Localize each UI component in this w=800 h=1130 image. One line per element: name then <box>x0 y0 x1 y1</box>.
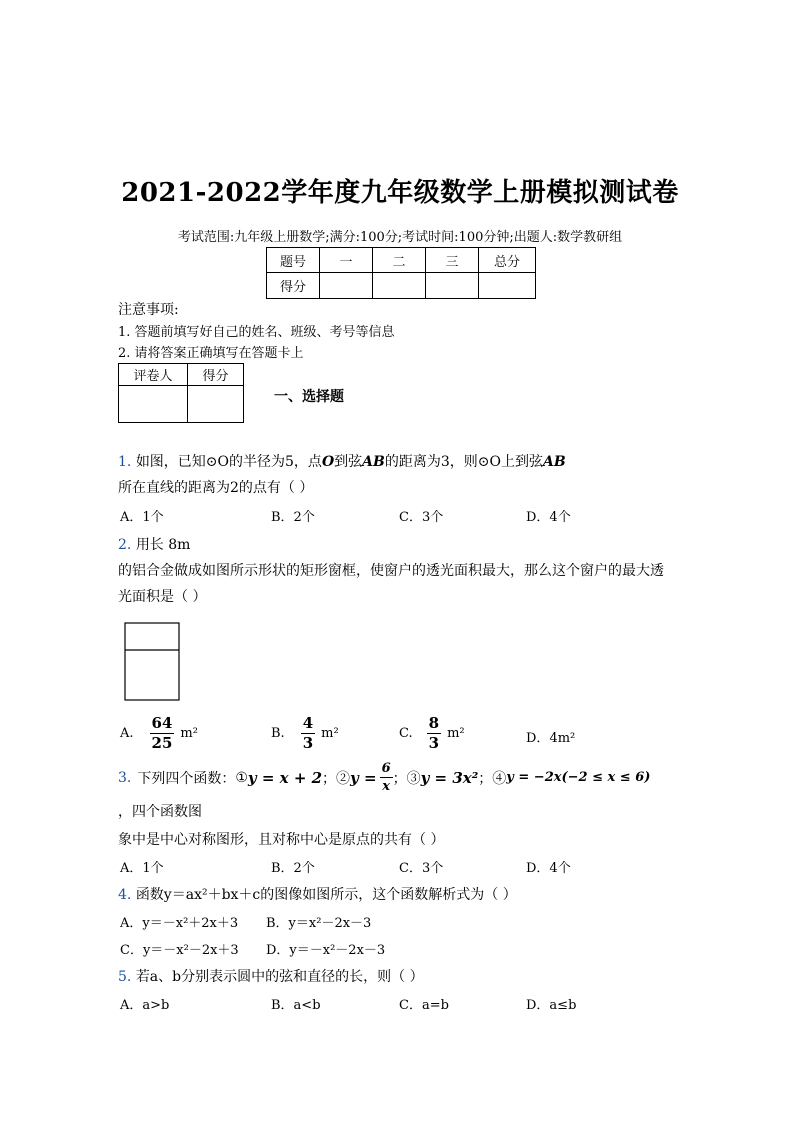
question-number: 5. <box>118 969 132 985</box>
question-5-line-1: 5. 若a、b分别表示圆中的弦和直径的长，则（ ） <box>118 969 424 985</box>
fraction: $\frac{4}{3}$ <box>302 714 314 752</box>
window-frame-figure <box>124 622 180 701</box>
option-a[interactable]: A．1个 <box>120 510 164 525</box>
question-1-line-2: 所在直线的距离为2的点有（ ） <box>118 480 314 496</box>
option-d[interactable]: D．4个 <box>526 510 571 525</box>
exam-info: 考试范围:九年级上册数学;满分:100分;考试时间:100分钟;出题人:数学教研组 <box>177 230 623 245</box>
function-3: y = 3x² <box>420 768 479 787</box>
question-2-line-3: 光面积是（ ） <box>118 589 207 605</box>
question-4-line-1: 4. 函数y＝ax²＋bx＋c的图像如图所示，这个函数解析式为（ ） <box>118 887 517 903</box>
option-a[interactable]: A．1个 <box>120 861 164 876</box>
score-cell[interactable] <box>320 273 373 299</box>
question-3-line-2: ，四个函数图 <box>118 804 202 820</box>
option-a[interactable]: A. $\frac{64}{25}$ m² <box>120 714 198 752</box>
score-header-cell: 二 <box>373 248 426 273</box>
option-a[interactable]: A．a>b <box>120 998 170 1013</box>
grader-header-cell: 得分 <box>188 364 244 386</box>
note-item: 1. 答题前填写好自己的姓名、班级、考号等信息 <box>118 325 395 340</box>
window-outer-frame <box>125 623 179 700</box>
notes-heading: 注意事项: <box>118 302 179 318</box>
option-d[interactable]: D．a≤b <box>526 998 577 1013</box>
function-1: y = x + 2 <box>247 768 323 787</box>
question-2-line-2: 的铝合金做成如图所示形状的矩形窗框，使窗户的透光面积最大，那么这个窗户的最大透 <box>118 563 664 579</box>
option-b[interactable]: B. $\frac{4}{3}$ m² <box>271 714 339 752</box>
question-2-line-1: 2. 用长 8m <box>118 537 191 553</box>
option-a[interactable]: A．y＝－x²＋2x＋3 <box>120 916 239 931</box>
score-header-cell: 一 <box>320 248 373 273</box>
option-c[interactable]: C．3个 <box>399 861 444 876</box>
question-number: 3. <box>118 769 132 786</box>
option-b[interactable]: B．2个 <box>271 861 315 876</box>
point-o: O <box>321 454 335 470</box>
score-header-cell: 题号 <box>267 248 320 273</box>
section-heading: 一、选择题 <box>274 389 344 405</box>
fraction: $\frac{8}{3}$ <box>428 714 440 752</box>
fraction: $\frac{64}{25}$ <box>151 714 173 752</box>
grader-table <box>118 363 244 423</box>
score-table <box>266 247 536 299</box>
question-number: 2. <box>118 537 132 553</box>
option-b[interactable]: B．a<b <box>271 998 321 1013</box>
score-header-cell: 总分 <box>479 248 536 273</box>
option-c[interactable]: C．a=b <box>399 998 449 1013</box>
grader-header-cell: 评卷人 <box>119 364 188 386</box>
chord-ab: AB <box>542 454 566 470</box>
option-b[interactable]: B．y＝x²－2x－3 <box>266 916 372 931</box>
score-header-cell: 三 <box>426 248 479 273</box>
option-c[interactable]: C．3个 <box>399 510 444 525</box>
option-d[interactable]: D．y＝－x²－2x－3 <box>266 943 386 958</box>
question-number: 4. <box>118 887 132 903</box>
score-cell[interactable] <box>479 273 536 299</box>
option-b[interactable]: B．2个 <box>271 510 315 525</box>
fraction: $\frac{6}{x}$ <box>381 761 391 794</box>
option-d[interactable]: D．4m² <box>526 731 576 746</box>
question-number: 1. <box>118 454 132 470</box>
question-3-line-1: 3. 下列四个函数： ① y = x + 2 ；② y = $\frac{6}{x}$ ；③ y = 3x² ；④ y = −2x(−2 ≤ x ≤ 6) <box>118 761 651 794</box>
grader-cell[interactable] <box>119 386 188 423</box>
question-1-line-1: 1. 如图，已知⊙O的半径为5，点O到弦AB的距离为3，则⊙O上到弦AB <box>118 454 566 470</box>
note-item: 2. 请将答案正确填写在答题卡上 <box>118 346 304 361</box>
grader-cell[interactable] <box>188 386 244 423</box>
chord-ab: AB <box>362 454 385 470</box>
question-3-line-3: 象中是中心对称图形，且对称中心是原点的共有（ ） <box>118 832 445 848</box>
function-2: y = <box>350 768 377 787</box>
option-d[interactable]: D．4个 <box>526 861 571 876</box>
function-4: y = −2x(−2 ≤ x ≤ 6) <box>506 770 651 785</box>
score-cell[interactable] <box>373 273 426 299</box>
score-cell[interactable] <box>426 273 479 299</box>
option-c[interactable]: C．y＝－x²－2x＋3 <box>120 943 239 958</box>
score-row-label: 得分 <box>267 273 320 299</box>
option-c[interactable]: C. $\frac{8}{3}$ m² <box>399 714 465 752</box>
page-title: 2021-2022学年度九年级数学上册模拟测试卷 <box>121 178 679 208</box>
